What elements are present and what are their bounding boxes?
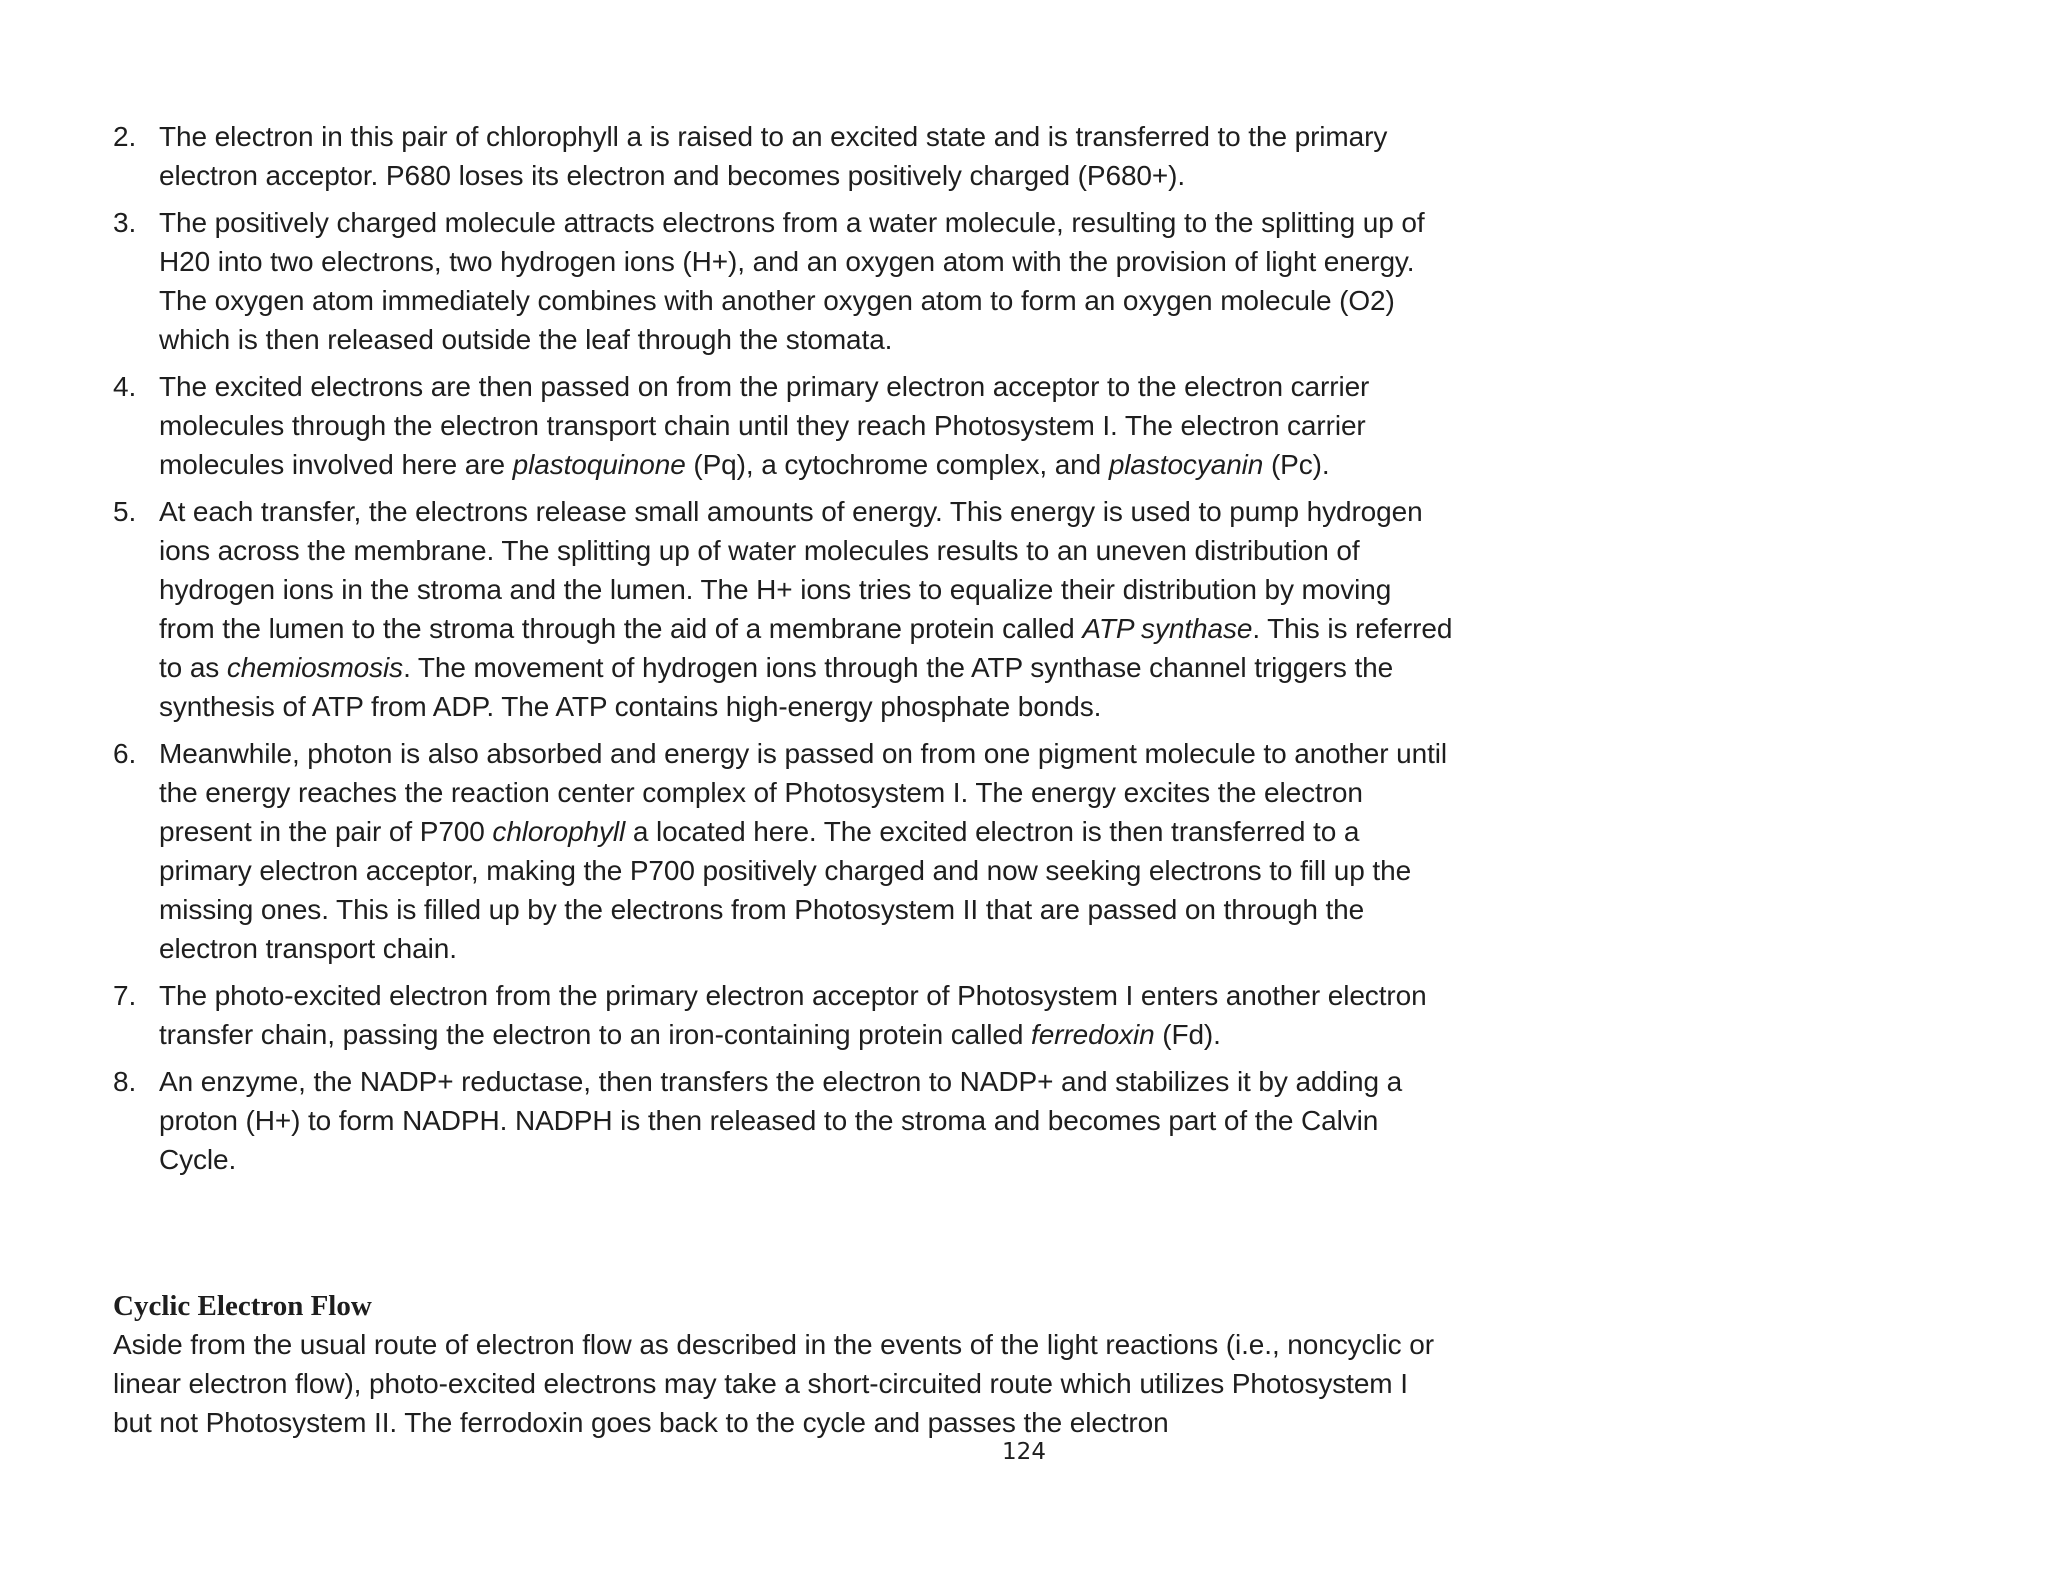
italic-term: ATP synthase: [1082, 613, 1253, 644]
section-body-paragraph: Aside from the usual route of electron flow as described in the events of the light reactions (i.e., noncyclic or linear electron flow), photo-excited electrons may take a short-circuited route which utilizes Photosystem I but not Photosystem II. The ferrodoxin goes back to the cycle and passes the electron: [113, 1329, 1434, 1438]
list-item-text: [159, 1066, 1402, 1175]
cyclic-electron-flow-section: [113, 1287, 1453, 1442]
list-item-number: 6.: [113, 738, 137, 769]
list-item-number: 7.: [113, 980, 137, 1011]
list-item: [113, 734, 1453, 968]
list-item-text: [159, 496, 1452, 722]
list-item-text: [159, 980, 1427, 1050]
light-reaction-steps-list: [113, 117, 1453, 1187]
list-item-number: 5.: [113, 496, 137, 527]
text-run: The electron in this pair of chlorophyll a is raised to an excited state and is transferred to the primary electron acceptor. P680 loses its electron and becomes positively charged (P680+).: [159, 121, 1388, 191]
text-run: (Pc).: [1263, 449, 1330, 480]
list-item-number: 8.: [113, 1066, 137, 1097]
text-run: . This is referred to as: [159, 613, 1453, 683]
list-item: [113, 976, 1453, 1054]
list-item: [113, 117, 1453, 195]
text-run: The photo-excited electron from the primary electron acceptor of Photosystem I enters another electron transfer chain, passing the electron to an iron-containing protein called: [159, 980, 1427, 1050]
list-item-number: 4.: [113, 371, 137, 402]
list-item-text: [159, 738, 1447, 964]
text-run: (Fd).: [1154, 1019, 1221, 1050]
text-run: a located here. The excited electron is then transferred to a primary electron acceptor, making the P700 positively charged and now seeking electrons to fill up the missing ones. This is filled up by the electrons from Photosystem II that are passed on through the electron transport chain.: [159, 816, 1412, 964]
italic-term: chlorophyll: [492, 816, 626, 847]
section-heading: Cyclic Electron Flow: [113, 1290, 372, 1322]
text-run: The excited electrons are then passed on from the primary electron acceptor to the electron carrier molecules through the electron transport chain until they reach Photosystem I. The electron carrier molecules involved here are: [159, 371, 1370, 480]
list-item: [113, 492, 1453, 726]
text-run: The positively charged molecule attracts electrons from a water molecule, resulting to the splitting up of H20 into two electrons, two hydrogen ions (H+), and an oxygen atom with the provision of light energy. The oxygen atom immediately combines with another oxygen atom to form an oxygen molecule (O2) which is then released outside the leaf through the stomata.: [159, 207, 1425, 355]
list-item-text: [159, 371, 1369, 480]
text-run: Meanwhile, photon is also absorbed and energy is passed on from one pigment molecule to another until the energy reaches the reaction center complex of Photosystem I. The energy excites the electron present in the pair of P700: [159, 738, 1448, 847]
italic-term: plastocyanin: [1108, 449, 1264, 480]
list-item: [113, 367, 1453, 484]
list-item-number: 2.: [113, 121, 137, 152]
page-number: 124: [1002, 1439, 1046, 1465]
text-run: (Pq), a cytochrome complex, and: [685, 449, 1109, 480]
italic-term: chemiosmosis: [226, 652, 404, 683]
text-run: At each transfer, the electrons release small amounts of energy. This energy is used to pump hydrogen ions across the membrane. The splitting up of water molecules results to an uneven distribution of hydrogen ions in the stroma and the lumen. The H+ ions tries to equalize their distribution by moving from the lumen to the stroma through the aid of a membrane protein called: [159, 496, 1423, 644]
italic-term: plastoquinone: [512, 449, 686, 480]
text-run: An enzyme, the NADP+ reductase, then transfers the electron to NADP+ and stabilizes it by adding a proton (H+) to form NADPH. NADPH is then released to the stroma and becomes part of the Calvin Cycle.: [159, 1066, 1403, 1175]
list-item-text: [159, 207, 1425, 355]
text-run: . The movement of hydrogen ions through the ATP synthase channel triggers the synthesis of ATP from ADP. The ATP contains high-energy phosphate bonds.: [159, 652, 1394, 722]
list-item: [113, 1062, 1453, 1179]
italic-term: ferredoxin: [1031, 1019, 1155, 1050]
list-item-text: [159, 121, 1387, 191]
list-item-number: 3.: [113, 207, 137, 238]
list-item: [113, 203, 1453, 359]
